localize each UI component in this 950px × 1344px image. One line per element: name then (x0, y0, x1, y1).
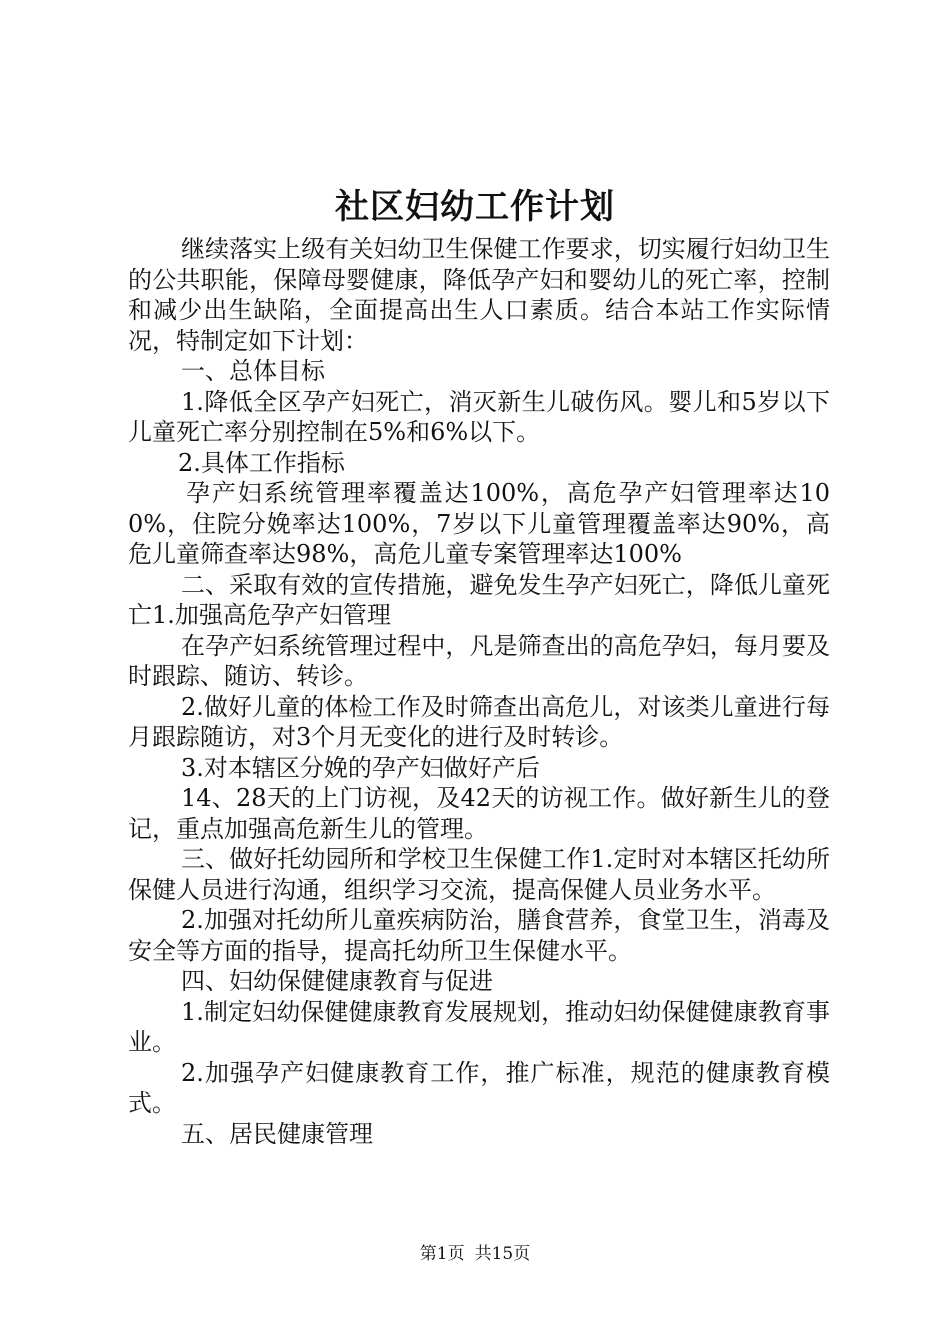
section-heading-4: 四、妇幼保健健康教育与促进 (181, 967, 493, 995)
paragraph-1-2-body: 孕产妇系统管理率覆盖达100%，高危孕产妇管理率达100%，住院分娩率达100%，7岁以下儿童管理覆盖率达90%，高危儿童筛查率达98%，高危儿童专案管理率达100% (128, 479, 830, 568)
page-number: 第1页 (419, 1244, 465, 1264)
section-heading-2: 二、采取有效的宣传措施，避免发生孕产妇死亡，降低儿童死亡1.加强高危孕产妇管理 (128, 570, 830, 629)
paragraph-2-1: 在孕产妇系统管理过程中，凡是筛查出的高危孕妇，每月要及时跟踪、随访、转诊。 (128, 631, 830, 690)
paragraph-1-1: 1.降低全区孕产妇死亡，消灭新生儿破伤风。婴儿和5岁以下儿童死亡率分别控制在5%和6%以下。 (128, 387, 830, 446)
paragraph-3-2: 2.加强对托幼所儿童疾病防治，膳食营养，食堂卫生，消毒及安全等方面的指导，提高托幼所卫生保健水平。 (128, 906, 830, 965)
paragraph-2-2: 2.做好儿童的体检工作及时筛查出高危儿，对该类儿童进行每月跟踪随访，对3个月无变化的进行及时转诊。 (128, 692, 830, 751)
section-heading-1: 一、总体目标 (181, 357, 325, 385)
paragraph-1-2-heading: 2.具体工作指标 (178, 448, 345, 477)
paragraph-2-3-body: 14、28天的上门访视，及42天的访视工作。做好新生儿的登记，重点加强高危新生儿的管理。 (128, 784, 830, 843)
paragraph-4-1: 1.制定妇幼保健健康教育发展规划，推动妇幼保健健康教育事业。 (128, 997, 830, 1056)
paragraph-4-2: 2.加强孕产妇健康教育工作，推广标准，规范的健康教育模式。 (128, 1058, 830, 1117)
page-total: 共15页 (474, 1244, 531, 1264)
document-body (128, 234, 830, 1149)
paragraph-intro: 继续落实上级有关妇幼卫生保健工作要求，切实履行妇幼卫生的公共职能，保障母婴健康，降低孕产妇和婴幼儿的死亡率，控制和减少出生缺陷，全面提高出生人口素质。结合本站工作实际情况，特制定如下计划： (128, 235, 830, 355)
page-title: 社区妇幼工作计划 (335, 187, 615, 227)
section-heading-5: 五、居民健康管理 (181, 1119, 373, 1148)
paragraph-2-3-heading: 3.对本辖区分娩的孕产妇做好产后 (181, 753, 540, 782)
section-heading-3: 三、做好托幼园所和学校卫生保健工作1.定时对本辖区托幼所保健人员进行沟通，组织学习交流，提高保健人员业务水平。 (128, 845, 830, 904)
page-footer (0, 1242, 950, 1266)
